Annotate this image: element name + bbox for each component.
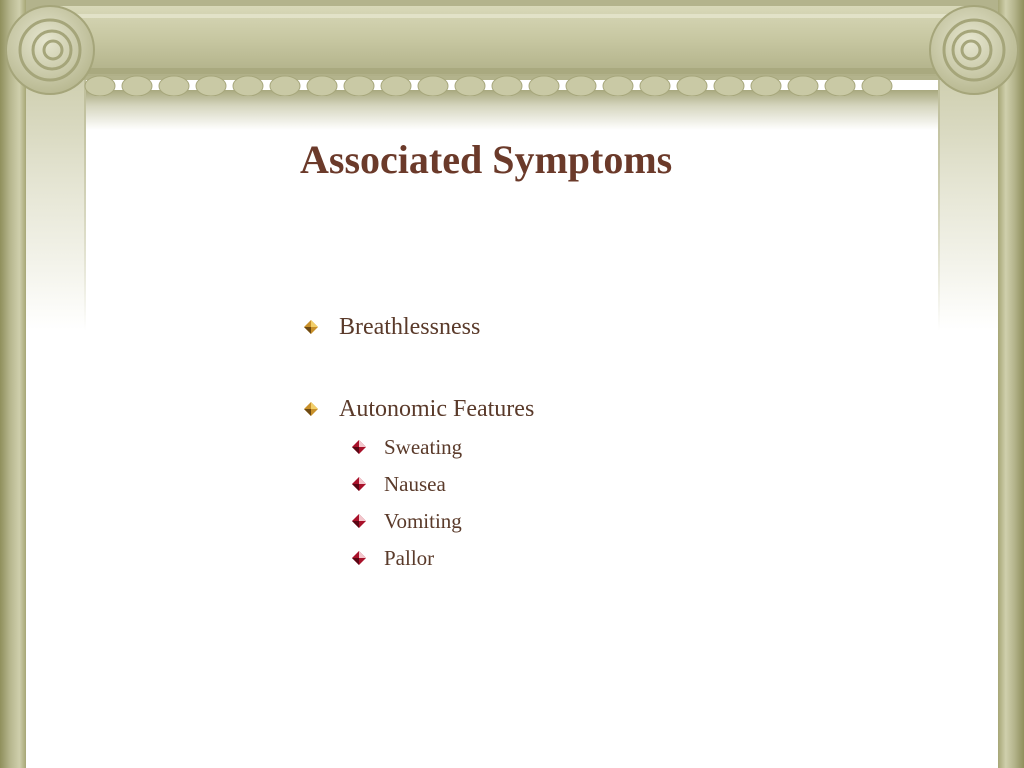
- capital-egg-ornament: [381, 76, 411, 96]
- red-diamond-icon: [352, 551, 366, 565]
- bullet-label: Autonomic Features: [339, 396, 535, 422]
- capital-shadow: [86, 90, 938, 130]
- sub-bullet-label: Vomiting: [384, 509, 462, 533]
- capital-egg-ornament: [492, 76, 522, 96]
- sub-bullet-item: [352, 471, 446, 497]
- red-diamond-icon: [352, 477, 366, 491]
- capital-egg-ornament: [751, 76, 781, 96]
- sub-bullet-label: Pallor: [384, 546, 435, 570]
- left-volute-icon: [6, 6, 94, 94]
- capital-egg-ornament: [122, 76, 152, 96]
- sub-bullet-item: [352, 508, 462, 534]
- gold-diamond-icon: [304, 402, 318, 416]
- capital-egg-ornament: [233, 76, 263, 96]
- bullet-item: [300, 394, 534, 424]
- sub-bullet-item: [352, 434, 462, 460]
- capital-egg-ornament: [307, 76, 337, 96]
- capital-egg-ornament: [566, 76, 596, 96]
- capital-egg-ornament: [85, 76, 115, 96]
- capital-egg-ornament: [529, 76, 559, 96]
- capital-egg-ornament: [788, 76, 818, 96]
- capital-egg-ornament: [196, 76, 226, 96]
- right-volute-icon: [930, 6, 1018, 94]
- slide-title: Associated Symptoms: [300, 137, 673, 182]
- bullet-item: [300, 312, 480, 342]
- gold-diamond-icon: [304, 320, 318, 334]
- red-diamond-icon: [352, 440, 366, 454]
- right-inner-column: [938, 80, 998, 330]
- capital-egg-ornament: [344, 76, 374, 96]
- capital-egg-ornament: [640, 76, 670, 96]
- capital-egg-ornament: [159, 76, 189, 96]
- column-capital-decoration: [0, 0, 1024, 96]
- left-inner-column: [26, 80, 86, 330]
- sub-bullet-label: Sweating: [384, 435, 463, 459]
- capital-egg-ornament: [418, 76, 448, 96]
- capital-egg-ornament: [825, 76, 855, 96]
- right-column-decoration: [998, 0, 1024, 768]
- bullet-label: Breathlessness: [339, 314, 481, 340]
- left-column-decoration: [0, 0, 26, 768]
- capital-egg-ornament: [455, 76, 485, 96]
- capital-egg-ornament: [270, 76, 300, 96]
- capital-egg-ornament: [603, 76, 633, 96]
- red-diamond-icon: [352, 514, 366, 528]
- sub-bullet-label: Nausea: [384, 472, 446, 496]
- capital-egg-ornament: [862, 76, 892, 96]
- capital-egg-ornament: [677, 76, 707, 96]
- capital-egg-ornament: [714, 76, 744, 96]
- sub-bullet-item: [352, 545, 434, 571]
